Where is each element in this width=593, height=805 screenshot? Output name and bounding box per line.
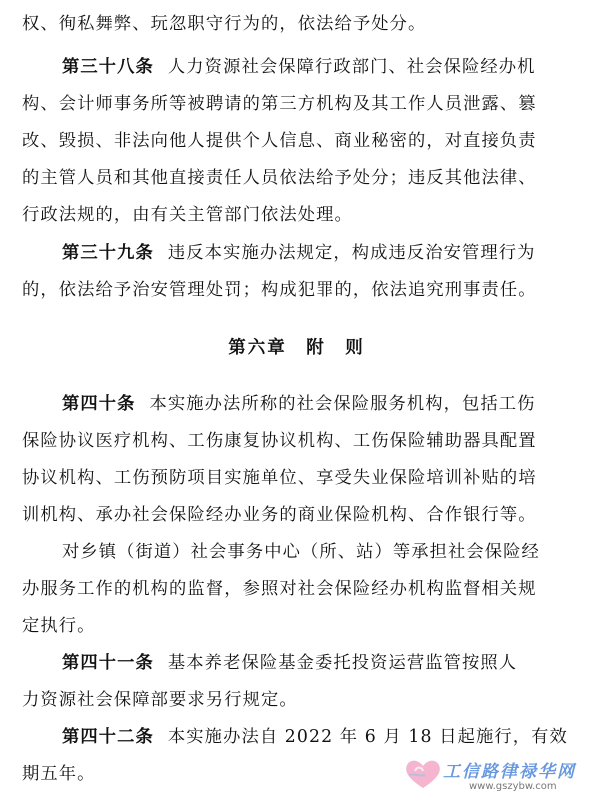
- article-42-line-1: [62, 725, 568, 749]
- text-line: 办服务工作的机构的监督，参照对社会保险经办机构监督相关规: [22, 579, 537, 599]
- text-line: 定执行。: [22, 616, 96, 636]
- article-label: 第三十九条: [62, 243, 154, 263]
- article-label: 第三十八条: [62, 57, 154, 77]
- article-40-line-1: [62, 392, 536, 416]
- article-text: 人力资源社会保障行政部门、社会保险经办机: [167, 57, 536, 77]
- site-watermark: [403, 753, 583, 799]
- text-line: 对乡镇（街道）社会事务中心（所、站）等承担社会保险经: [62, 542, 540, 562]
- text-line: 行政法规的，由有关主管部门依法处理。: [22, 205, 353, 225]
- text-line: 力资源社会保障部要求另行规定。: [22, 690, 298, 710]
- text-line: 协议机构、工伤预防项目实施单位、享受失业保险培训补贴的培: [22, 468, 537, 488]
- article-label: 第四十条: [62, 394, 136, 414]
- heart-logo-icon: [403, 757, 443, 791]
- chapter-title: 第六章 附 则: [228, 338, 365, 358]
- article-text: 本实施办法所称的社会保险服务机构，包括工伤: [149, 394, 536, 414]
- article-41-line-1: [62, 651, 517, 675]
- text-line: 训机构、承办社会保险经办业务的商业保险机构、合作银行等。: [22, 505, 537, 525]
- text-line: 保险协议医疗机构、工伤康复协议机构、工伤保险辅助器具配置: [22, 431, 537, 451]
- article-text: 基本养老保险基金委托投资运营监管按照人: [167, 653, 518, 673]
- text-line: 改、毁损、非法向他人提供个人信息、商业秘密的，对直接负责: [22, 131, 537, 151]
- text-line: 的，依法给予治安管理处罚；构成犯罪的，依法追究刑事责任。: [22, 280, 537, 300]
- article-text: 违反本实施办法规定，构成违反治安管理行为: [167, 243, 536, 263]
- watermark-url: www.gszybw.com: [469, 781, 557, 792]
- article-label: 第四十二条: [62, 727, 154, 747]
- watermark-title: 工信路律禄华网: [443, 762, 576, 782]
- article-text: 本实施办法自 2022 年 6 月 18 日起施行，有效: [167, 727, 568, 747]
- text-line: 的主管人员和其他直接责任人员依法给予处分；违反其他法律、: [22, 168, 537, 188]
- text-line: 期五年。: [22, 764, 96, 784]
- article-38-line-1: [62, 55, 536, 79]
- article-39-line-1: [62, 241, 536, 265]
- article-label: 第四十一条: [62, 653, 154, 673]
- text-line: 构、会计师事务所等被聘请的第三方机构及其工作人员泄露、篡: [22, 94, 537, 114]
- text-line: 权、徇私舞弊、玩忽职守行为的，依法给予处分。: [22, 14, 427, 34]
